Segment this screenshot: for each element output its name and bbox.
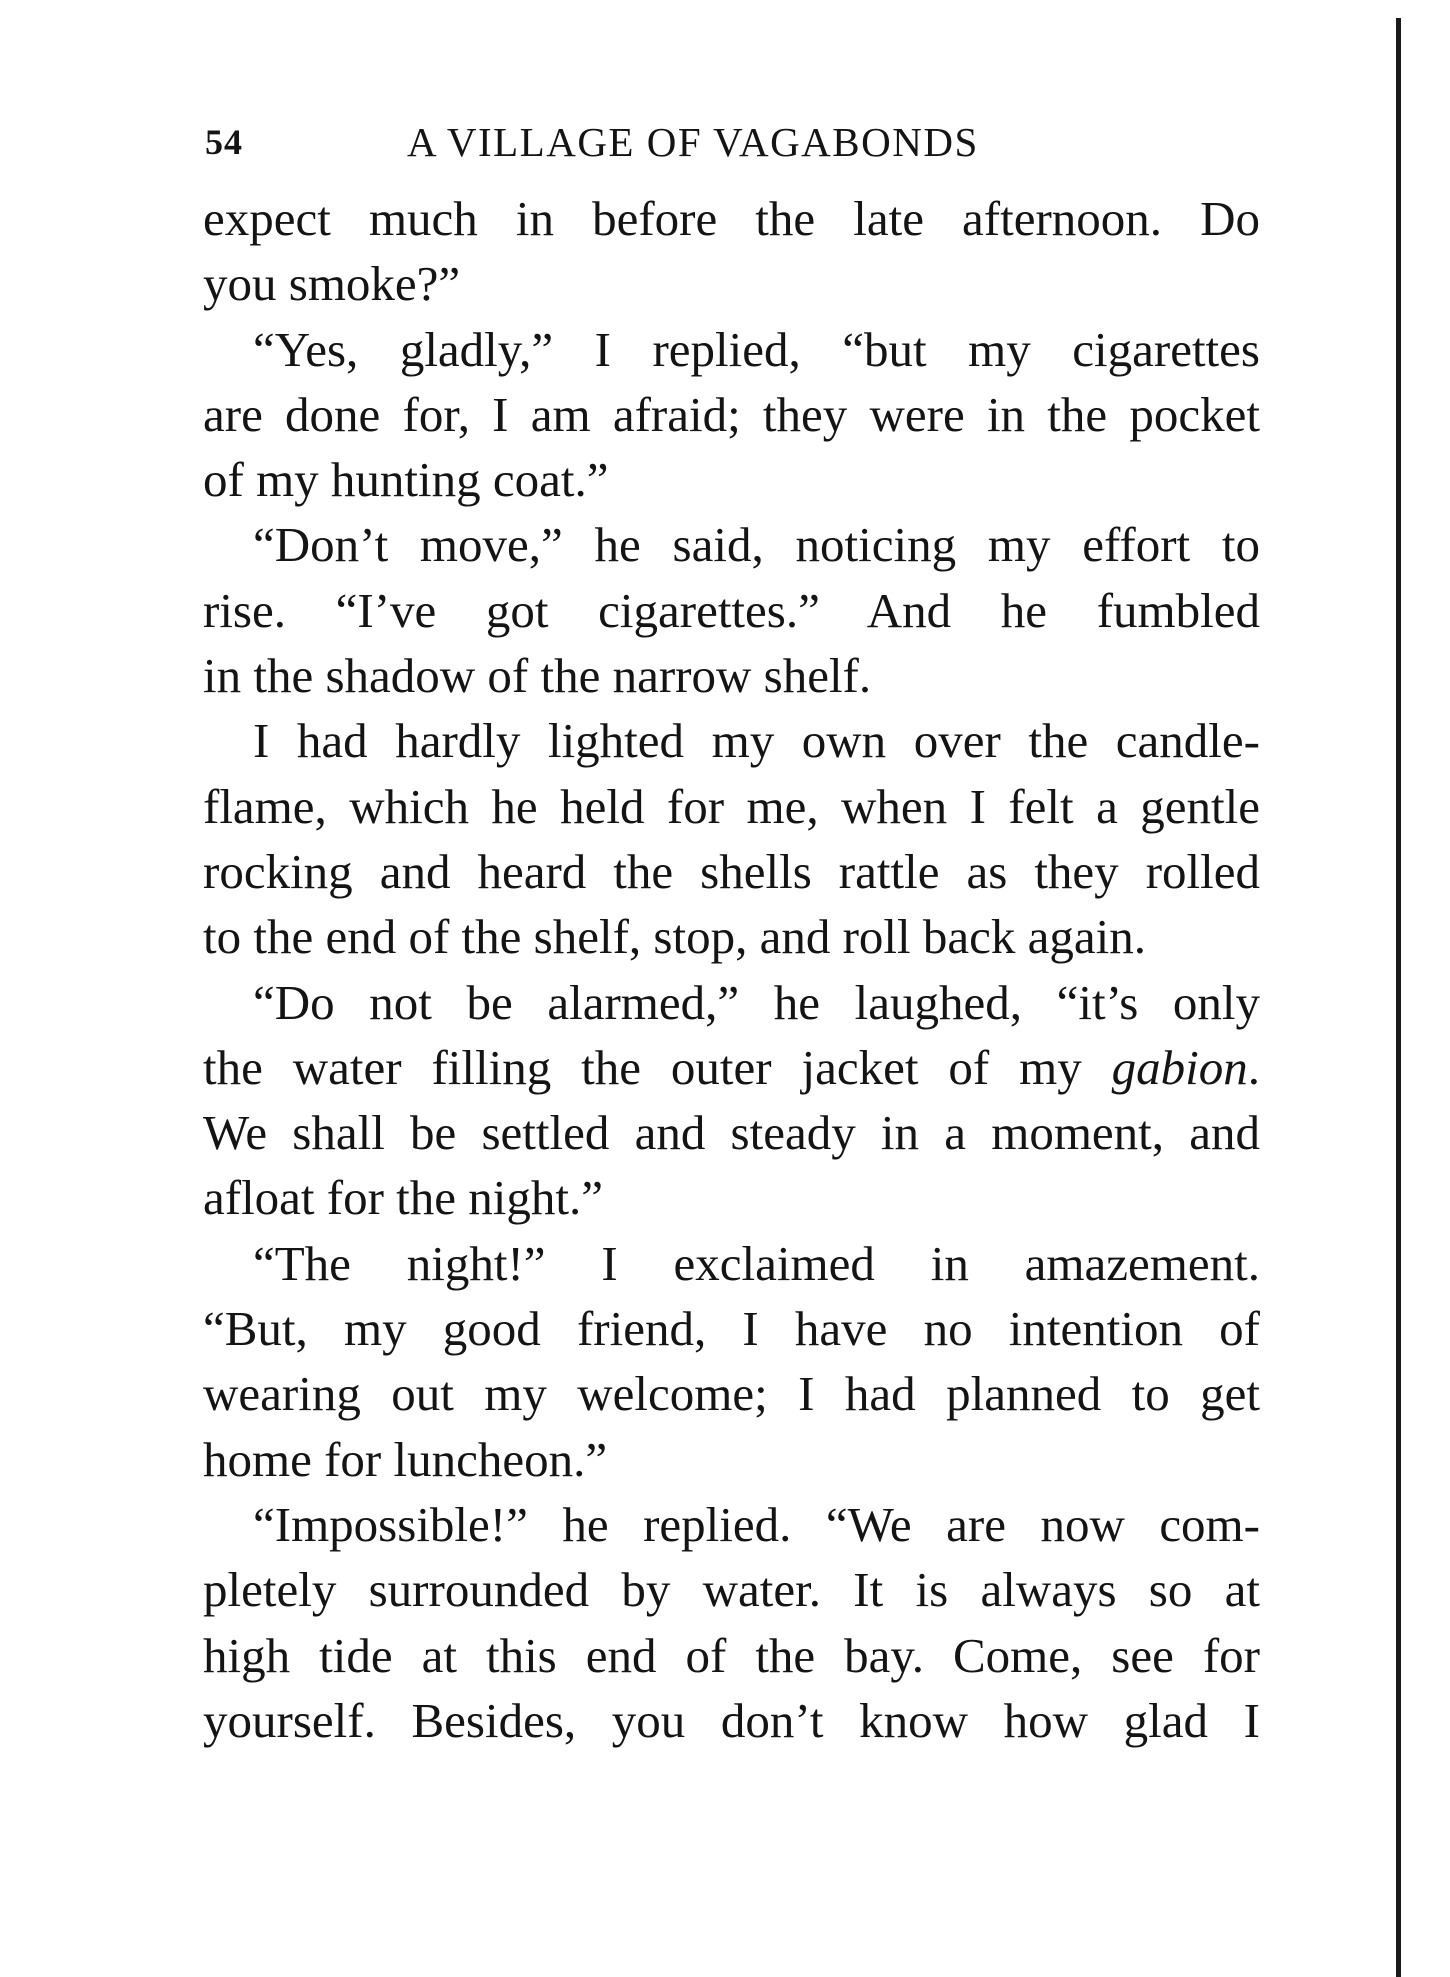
page-number: 54 xyxy=(205,122,243,162)
text-line: are done for, I am afraid; they were in the pocket xyxy=(203,386,1260,442)
text-line: afloat for the night.” xyxy=(203,1170,604,1226)
page-edge-rule xyxy=(1396,18,1401,1977)
text-line: pletely surrounded by water. It is always so at xyxy=(203,1562,1260,1618)
text-line: the water filling the outer jacket of my gabion. xyxy=(203,1039,1260,1095)
text-line: expect much in before the late afternoon. Do xyxy=(203,191,1260,246)
running-head xyxy=(205,112,1075,172)
text-line: wearing out my welcome; I had planned to get xyxy=(203,1366,1260,1422)
body-text xyxy=(203,186,1260,1753)
text-line: “But, my good friend, I have no intention of xyxy=(203,1301,1260,1357)
italic-word: gabion xyxy=(1111,1039,1248,1095)
text-line: rise. “I’ve got cigarettes.” And he fumbled xyxy=(203,582,1260,638)
text-line: We shall be settled and steady in a moment, and xyxy=(203,1105,1260,1161)
text-line: in the shadow of the narrow shelf. xyxy=(203,648,872,704)
running-title: A VILLAGE OF VAGABONDS xyxy=(407,119,979,165)
text-line: yourself. Besides, you don’t know how glad I xyxy=(203,1692,1260,1748)
text-line: you smoke?” xyxy=(203,256,461,312)
text-line: flame, which he held for me, when I felt a gentle xyxy=(203,778,1260,834)
text-line: rocking and heard the shells rattle as they rolled xyxy=(203,843,1260,899)
text-line: high tide at this end of the bay. Come, see for xyxy=(203,1627,1260,1683)
text-line: “Do not be alarmed,” he laughed, “it’s only xyxy=(253,974,1260,1030)
text-line: “The night!” I exclaimed in amazement. xyxy=(253,1235,1260,1291)
text-line: “Impossible!” he replied. “We are now com- xyxy=(253,1496,1260,1552)
text-line: “Don’t move,” he said, noticing my effort to xyxy=(253,517,1260,573)
text-line: to the end of the shelf, stop, and roll back again. xyxy=(203,909,1146,965)
text-line: I had hardly lighted my own over the candle- xyxy=(253,713,1260,769)
text-line: home for luncheon.” xyxy=(203,1431,608,1487)
text-line: “Yes, gladly,” I replied, “but my cigarettes xyxy=(253,321,1260,377)
text-line: of my hunting coat.” xyxy=(203,452,609,508)
